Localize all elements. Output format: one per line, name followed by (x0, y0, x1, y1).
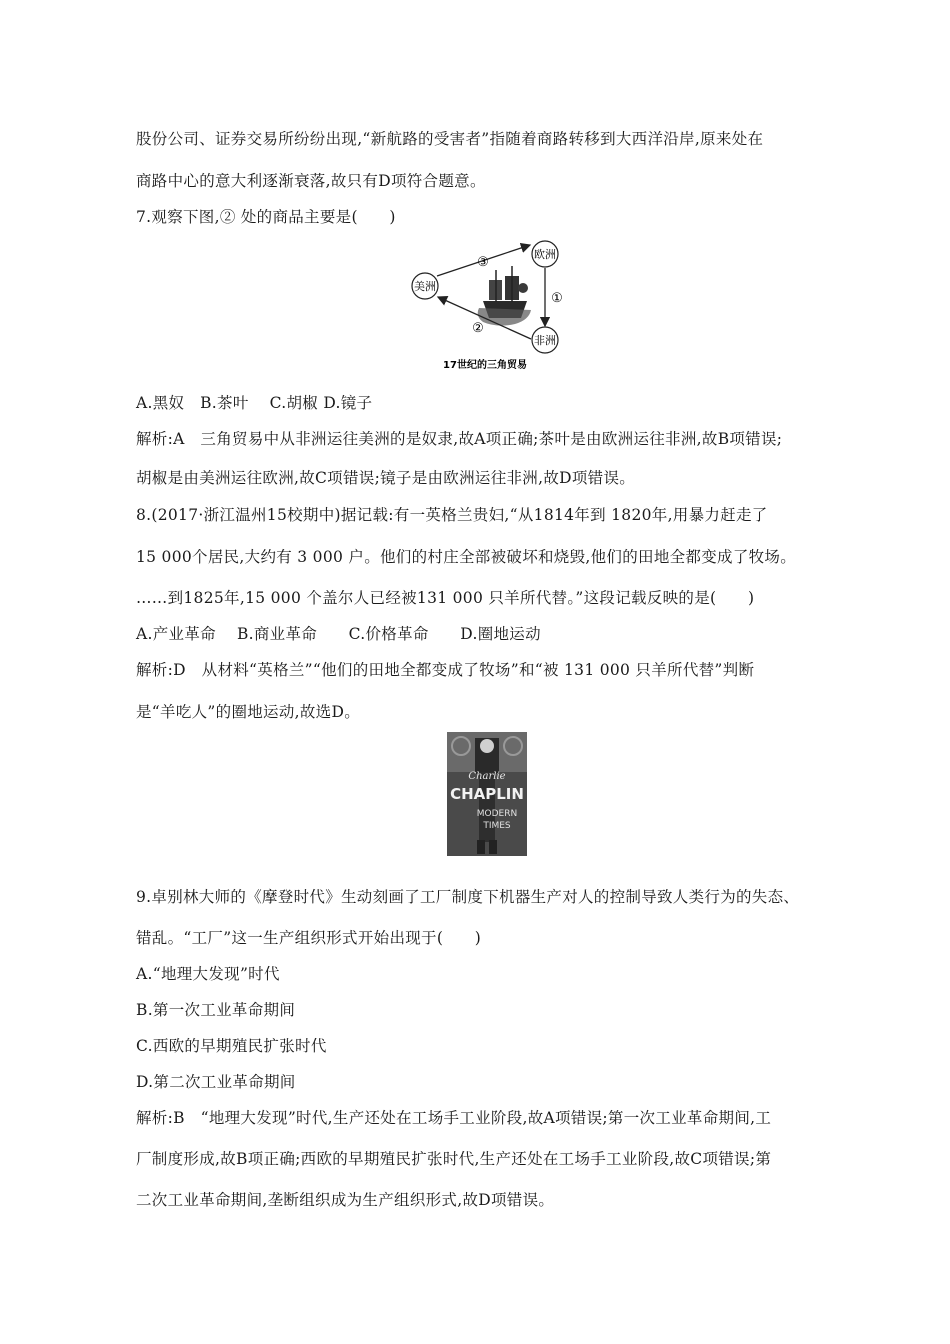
triangle-trade-diagram (405, 236, 575, 376)
q9-option-b: B.第一次工业革命期间 (136, 1001, 296, 1019)
line-2: 商路中心的意大利逐渐衰落,故只有D项符合题意。 (136, 172, 486, 190)
q9-analysis-2: 厂制度形成,故B项正确;西欧的早期殖民扩张时代,生产还处在工场手工业阶段,故C项错误;第 (136, 1150, 772, 1168)
q9-analysis-1: 解析:B “地理大发现”时代,生产还处在工场手工业阶段,故A项错误;第一次工业革命期间,工 (136, 1109, 772, 1127)
line-1: 股份公司、证券交易所纷纷出现,“新航路的受害者”指随着商路转移到大西洋沿岸,原来处在 (136, 130, 764, 148)
label-1: ① (551, 291, 563, 306)
question-7: 7.观察下图,② 处的商品主要是( ) (136, 208, 396, 226)
node-america: 美洲 (414, 280, 436, 293)
poster-name: CHAPLIN (450, 785, 524, 803)
q8-options: A.产业革命 B.商业革命 C.价格革命 D.圈地运动 (136, 625, 541, 643)
question-8-line-2: 15 000个居民,大约有 3 000 户。他们的村庄全部被破坏和烧毁,他们的田地全都变成了牧场。 (136, 548, 797, 566)
q8-analysis-2: 是“羊吃人”的圈地运动,故选D。 (136, 703, 361, 721)
diagram-caption: 17世纪的三角贸易 (443, 360, 527, 371)
q7-analysis-1: 解析:A 三角贸易中从非洲运往美洲的是奴隶,故A项正确;茶叶是由欧洲运往非洲,故B项错误; (136, 430, 783, 448)
poster-script: Charlie (468, 771, 506, 782)
question-8-line-1: 8.(2017·浙江温州15校期中)据记载:有一英格兰贵妇,“从1814年到 1820年,用暴力赶走了 (136, 506, 768, 524)
label-3: ③ (477, 255, 489, 270)
ship-icon (478, 266, 531, 326)
q7-analysis-2: 胡椒是由美洲运往欧洲,故C项错误;镜子是由欧洲运往非洲,故D项错误。 (136, 469, 636, 487)
q9-option-a: A.“地理大发现”时代 (136, 965, 280, 983)
label-2: ② (472, 321, 484, 336)
q8-analysis-1: 解析:D 从材料“英格兰”“他们的田地全都变成了牧场”和“被 131 000 只羊所代替”判断 (136, 661, 755, 679)
q9-option-d: D.第二次工业革命期间 (136, 1073, 296, 1091)
question-9-line-2: 错乱。“工厂”这一生产组织形式开始出现于( ) (136, 929, 482, 947)
question-9-line-1: 9.卓别林大师的《摩登时代》生动刻画了工厂制度下机器生产对人的控制导致人类行为的失态、 (136, 888, 800, 906)
poster-title-2: TIMES (483, 821, 511, 831)
q9-analysis-3: 二次工业革命期间,垄断组织成为生产组织形式,故D项错误。 (136, 1191, 555, 1209)
q7-options: A.黑奴 B.茶叶 C.胡椒 D.镜子 (136, 394, 373, 412)
poster-title-1: MODERN (476, 809, 518, 819)
question-8-line-3: ……到1825年,15 000 个盖尔人已经被131 000 只羊所代替。”这段记载反映的是( ) (136, 589, 755, 607)
modern-times-poster (447, 732, 527, 856)
node-africa: 非洲 (534, 334, 556, 347)
node-europe: 欧洲 (534, 248, 556, 261)
q9-option-c: C.西欧的早期殖民扩张时代 (136, 1037, 327, 1055)
